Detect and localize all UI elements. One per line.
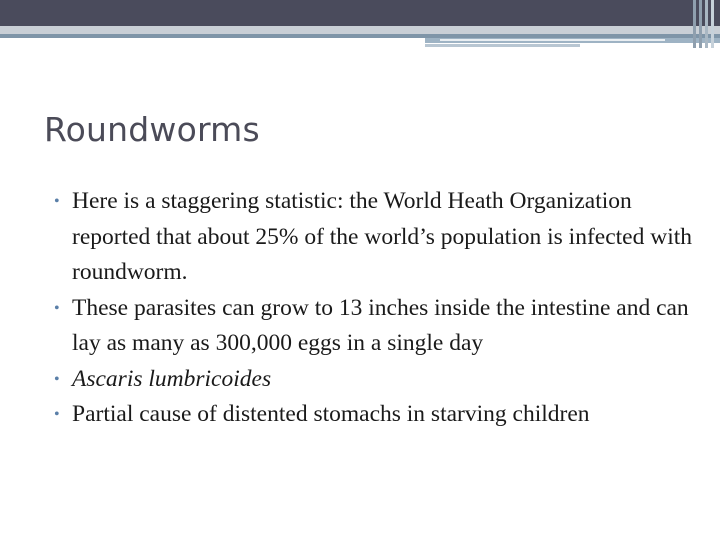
corner-decoration (690, 0, 720, 48)
bullet-list (54, 184, 694, 433)
bullet-icon: • (54, 299, 60, 317)
bullet-text: Here is a staggering statistic: the World Heath Organization reported that about 25% of the world’s population is infected with roundworm. (72, 188, 692, 285)
bullet-item (54, 184, 694, 291)
bullet-item (54, 291, 694, 362)
corner-bar (693, 0, 696, 48)
bullet-icon: • (54, 370, 60, 388)
corner-bar (699, 0, 702, 48)
bullet-text-species: Ascaris lumbricoides (72, 365, 272, 392)
bullet-item (54, 397, 694, 433)
bullet-icon: • (54, 406, 60, 423)
bullet-icon: • (54, 193, 60, 210)
header-stripe (0, 26, 720, 34)
header-band (0, 0, 720, 26)
header-thin-stripe (425, 44, 580, 47)
bullet-item (54, 362, 694, 398)
corner-bar (711, 0, 714, 48)
corner-bar (705, 0, 708, 48)
bullet-text: Partial cause of distented stomachs in starving children (72, 401, 590, 427)
slide-title: Roundworms (44, 110, 260, 149)
bullet-text: These parasites can grow to 13 inches inside the intestine and can lay as many as 300,000 eggs in a single day (72, 294, 689, 356)
header-highlight-line (440, 39, 665, 41)
